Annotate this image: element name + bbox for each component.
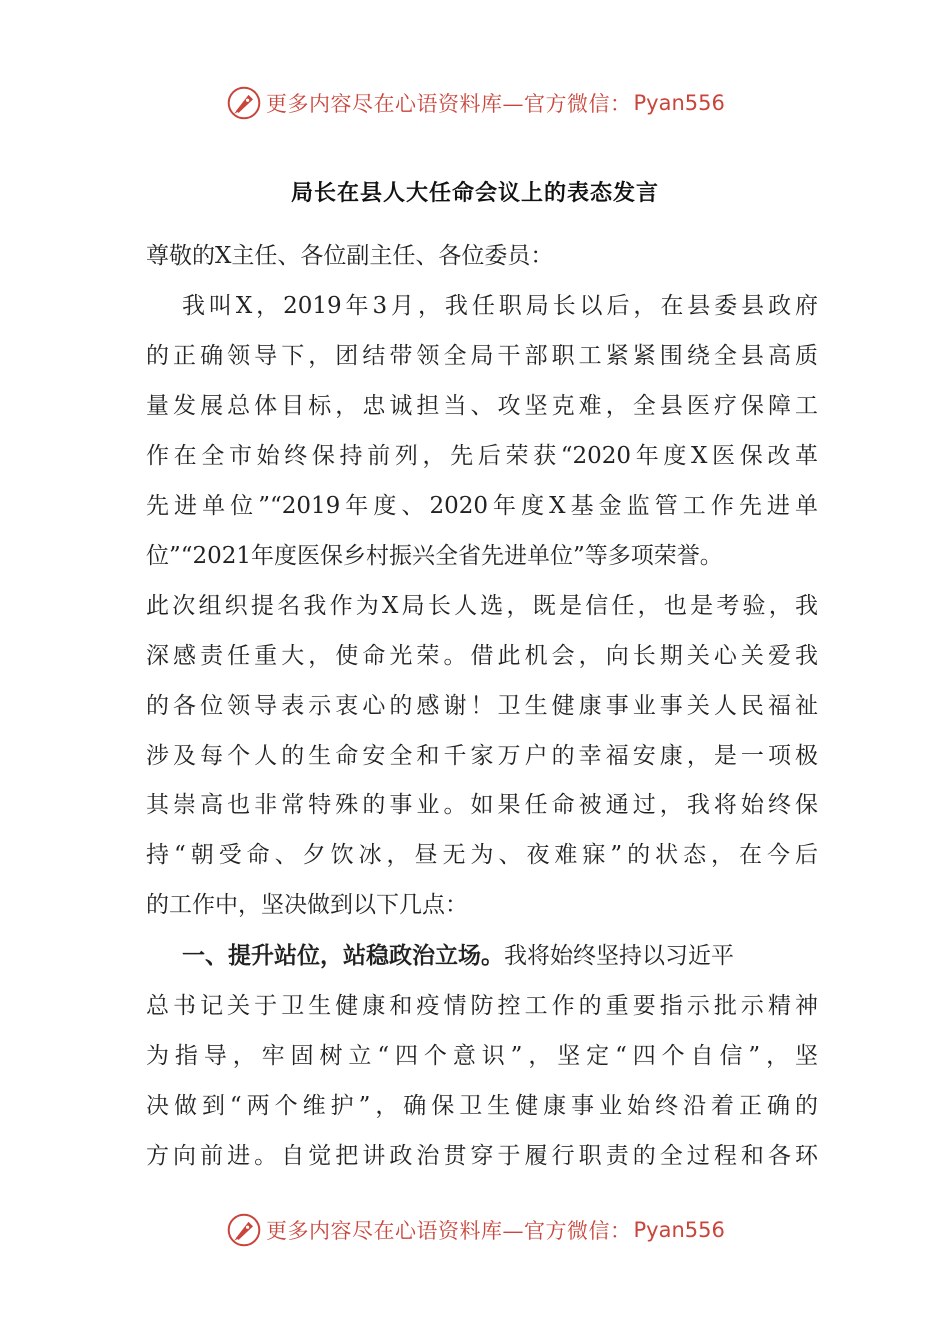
section-1 xyxy=(146,931,818,1182)
document-body xyxy=(146,232,818,1182)
paragraph-line: 位”“2021年度医保乡村振兴全省先进单位”等多项荣誉。 xyxy=(146,542,723,569)
section-1-first-line xyxy=(146,931,818,982)
watermark-banner-top xyxy=(226,83,725,123)
paragraph-line: 先进单位”“2019年度、2020年度X基金监管工作先进单 xyxy=(146,492,818,519)
paragraph-line: 我叫X，2019年3月，我任职局长以后，在县委县政府 xyxy=(182,292,818,319)
paragraph-line: 总书记关于卫生健康和疫情防控工作的重要指示批示精神 xyxy=(146,993,818,1020)
document-title: 局长在县人大任命会议上的表态发言 xyxy=(290,180,659,206)
section-1-lead: 我将始终坚持以习近平 xyxy=(504,943,734,970)
paragraph-line: 为指导，牢固树立“四个意识”，坚定“四个自信”，坚 xyxy=(146,1043,818,1070)
watermark-text: 更多内容尽在心语资料库—官方微信： xyxy=(266,1219,632,1243)
watermark-text: 更多内容尽在心语资料库—官方微信： xyxy=(266,92,632,116)
salutation: 尊敬的X主任、各位副主任、各位委员： xyxy=(146,243,554,269)
paragraph-line: 的各位领导表示衷心的感谢！卫生健康事业事关人民福祉 xyxy=(146,692,818,719)
paragraph-line: 其崇高也非常特殊的事业。如果任命被通过，我将始终保 xyxy=(146,792,818,819)
section-heading: 一、提升站位，站稳政治立场。 xyxy=(182,942,504,970)
paragraph-line: 持“朝受命、夕饮冰，昼无为、夜难寐”的状态，在今后 xyxy=(146,842,818,869)
paragraph-line: 的正确领导下，团结带领全局干部职工紧紧围绕全县高质 xyxy=(146,342,818,369)
paragraph-line: 的工作中，坚决做到以下几点： xyxy=(146,892,468,919)
watermark-wechat-id: Pyan556 xyxy=(633,91,725,115)
watermark-wechat-id: Pyan556 xyxy=(633,1218,725,1242)
pen-nib-logo-icon xyxy=(226,1212,262,1248)
paragraph-line: 量发展总体目标，忠诚担当、攻坚克难，全县医疗保障工 xyxy=(146,392,818,419)
paragraph-line: 作在全市始终保持前列，先后荣获“2020年度X医保改革 xyxy=(146,442,818,469)
paragraph-line: 此次组织提名我作为X局长人选，既是信任，也是考验，我 xyxy=(146,592,818,619)
paragraph-line: 深感责任重大，使命光荣。借此机会，向长期关心关爱我 xyxy=(146,642,818,669)
paragraph-line: 决做到“两个维护”，确保卫生健康事业始终沿着正确的 xyxy=(146,1093,818,1120)
watermark-banner-bottom xyxy=(226,1210,725,1250)
paragraph-1 xyxy=(146,282,818,931)
pen-nib-logo-icon xyxy=(226,85,262,121)
paragraph-line: 方向前进。自觉把讲政治贯穿于履行职责的全过程和各环 xyxy=(146,1143,818,1170)
paragraph-line: 涉及每个人的生命安全和千家万户的幸福安康，是一项极 xyxy=(146,742,818,769)
